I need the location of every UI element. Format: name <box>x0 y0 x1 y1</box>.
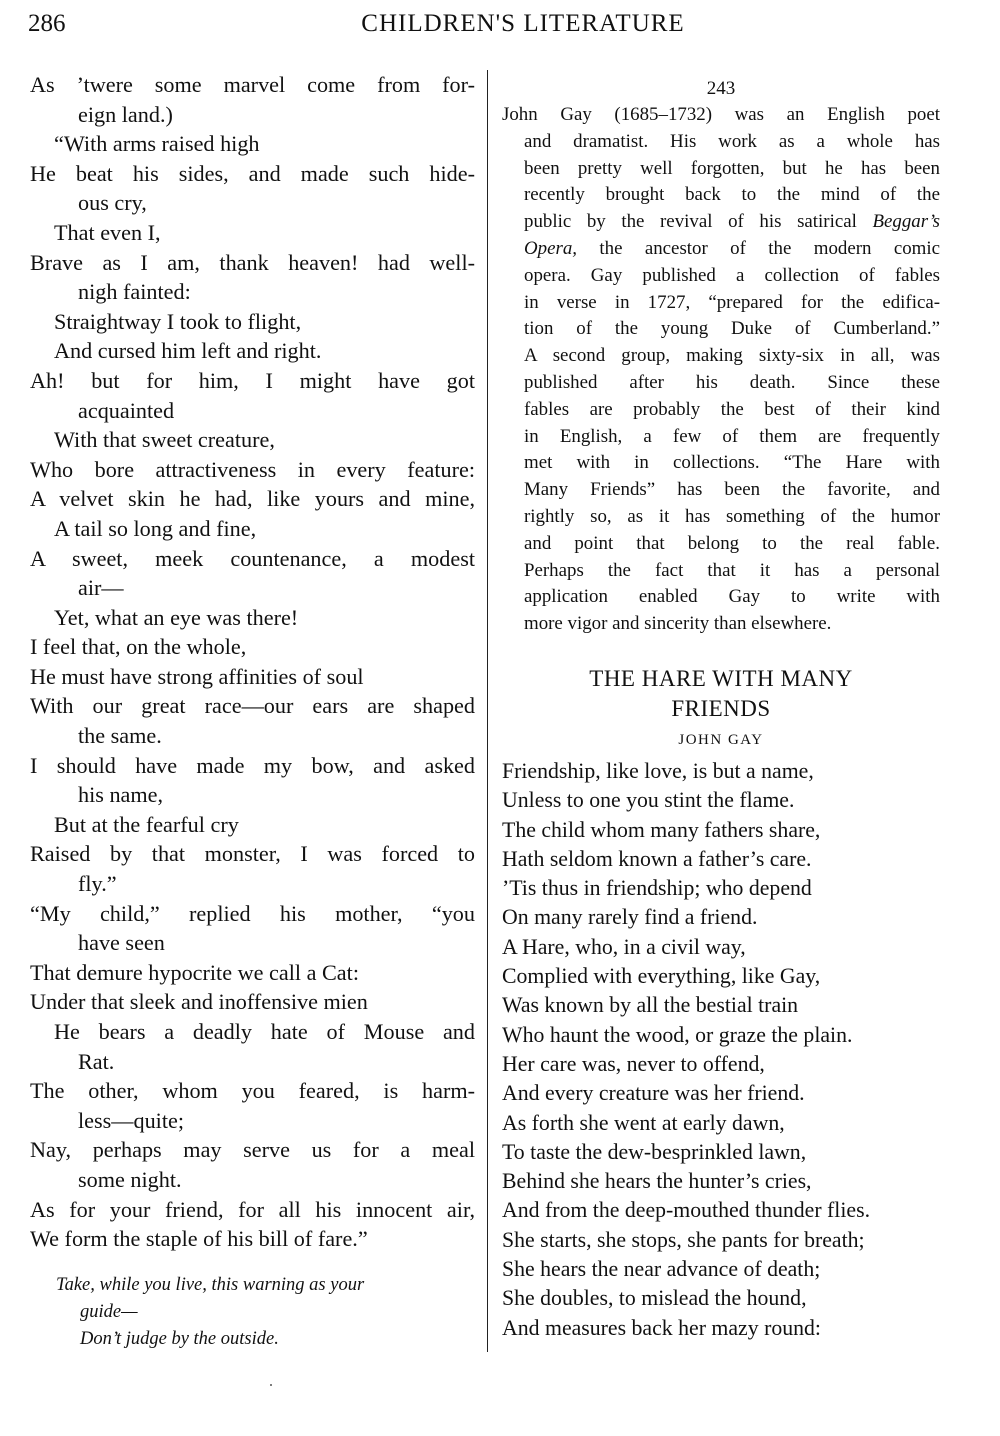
verse-line: Yet, what an eye was there! <box>54 604 299 630</box>
verse-line: “With arms raised high <box>54 131 260 157</box>
verse-line: some night. <box>78 1166 182 1192</box>
poem-line: Who haunt the wood, or graze the plain. <box>502 1022 853 1047</box>
poem-line: Was known by all the bestial train <box>502 993 799 1018</box>
poem-line: She doubles, to mislead the hound, <box>502 1286 807 1311</box>
note-line: in English, a few of them are frequently <box>524 425 940 447</box>
note-line: tion of the young Duke of Cumberland.” <box>524 318 940 340</box>
poem-line: Behind she hears the hunter’s cries, <box>502 1169 812 1194</box>
note-line: recently brought back to the mind of the <box>524 184 940 206</box>
moral <box>30 1272 475 1353</box>
right-column <box>502 76 940 1343</box>
note-line: Many Friends” has been the favorite, and <box>524 479 940 501</box>
note-number: 243 <box>706 78 736 99</box>
note-line: met with in collections. “The Hare with <box>524 452 940 474</box>
verse-line: And cursed him left and right. <box>54 338 322 364</box>
poem-line: As forth she went at early dawn, <box>502 1110 785 1135</box>
verse-line: A sweet, meek countenance, a modest <box>30 545 475 571</box>
note-line: more vigor and sincerity than elsewhere. <box>524 613 832 635</box>
poem-line: To taste the dew-besprinkled lawn, <box>502 1139 807 1164</box>
page-number: 286 <box>28 10 66 37</box>
verse-line: A tail so long and fine, <box>54 515 257 541</box>
poem-line: The child whom many fathers share, <box>502 817 821 842</box>
verse-line: his name, <box>78 782 164 808</box>
verse-line: A velvet skin he had, like yours and mine, <box>30 486 475 512</box>
verse-line: He beat his sides, and made such hide- <box>30 160 475 186</box>
verse-line: less—quite; <box>78 1107 184 1133</box>
verse-line: Who bore attractiveness in every feature: <box>30 456 475 482</box>
note-line: application enabled Gay to write with <box>524 586 940 608</box>
poem-line: Unless to one you stint the flame. <box>502 788 795 813</box>
verse-line: have seen <box>78 930 165 956</box>
note-line: and dramatist. His work as a whole has <box>524 130 940 152</box>
verse-line: ous cry, <box>78 190 147 216</box>
biographical-note <box>502 102 940 638</box>
note-line: in verse in 1727, “prepared for the edifica- <box>524 291 940 313</box>
verse-line: Raised by that monster, I was forced to <box>30 841 475 867</box>
verse-line: With our great race—our ears are shaped <box>30 693 475 719</box>
note-line: opera. Gay published a collection of fables <box>524 264 940 286</box>
verse-line: Brave as I am, thank heaven! had well- <box>30 249 475 275</box>
print-speck <box>270 1384 272 1386</box>
note-line: Perhaps the fact that it has a personal <box>524 559 940 581</box>
verse-line: Nay, perhaps may serve us for a meal <box>30 1137 475 1163</box>
poem-line: Friendship, like love, is but a name, <box>502 758 814 783</box>
note-line: Opera, the ancestor of the modern comic <box>524 237 940 259</box>
running-title: CHILDREN'S LITERATURE <box>361 10 685 37</box>
poem-line: She hears the near advance of death; <box>502 1256 821 1281</box>
poem-title-line: FRIENDS <box>671 695 771 721</box>
verse-line: air— <box>78 575 124 601</box>
verse-line: The other, whom you feared, is harm- <box>30 1078 475 1104</box>
moral-line: Don’t judge by the outside. <box>80 1328 279 1349</box>
verse-line: That demure hypocrite we call a Cat: <box>30 959 359 985</box>
poem-author: JOHN GAY <box>678 731 764 748</box>
verse-line: He bears a deadly hate of Mouse and <box>54 1019 475 1044</box>
moral-line: guide— <box>80 1301 138 1322</box>
poem-continuation <box>30 70 475 1254</box>
verse-line: the same. <box>78 723 162 749</box>
poem-title-line: THE HARE WITH MANY <box>589 665 853 691</box>
verse-line: fly.” <box>78 871 117 897</box>
note-line: published after his death. Since these <box>524 371 940 393</box>
poem-line: ’Tis thus in friendship; who depend <box>502 876 812 901</box>
verse-line: Straightway I took to flight, <box>54 308 302 334</box>
verse-line: Rat. <box>78 1048 115 1074</box>
verse-line: Ah! but for him, I might have got <box>30 367 475 393</box>
poem-line: On many rarely find a friend. <box>502 905 758 930</box>
verse-line: acquainted <box>78 397 175 423</box>
verse-line: He must have strong affinities of soul <box>30 663 364 689</box>
verse-line: “My child,” replied his mother, “you <box>30 900 475 926</box>
page-header <box>28 10 978 50</box>
note-line: rightly so, as it has something of the humor <box>524 505 940 527</box>
left-column-poem <box>30 70 475 1353</box>
verse-line: That even I, <box>54 219 161 245</box>
verse-line: As ’twere some marvel come from for- <box>30 72 475 97</box>
note-line: A second group, making sixty-six in all, was <box>524 345 940 367</box>
note-line: John Gay (1685–1732) was an English poet <box>502 104 940 125</box>
note-line: fables are probably the best of their kind <box>524 398 940 420</box>
verse-line: Under that sleek and inoffensive mien <box>30 989 368 1015</box>
note-line: and point that belong to the real fable. <box>524 532 940 554</box>
column-divider <box>487 70 488 1352</box>
verse-line: As for your friend, for all his innocent air, <box>30 1196 475 1222</box>
poem-line: Complied with everything, like Gay, <box>502 964 821 989</box>
verse-line: I should have made my bow, and asked <box>30 752 475 778</box>
poem-title <box>502 664 940 724</box>
poem-line: And measures back her mazy round: <box>502 1315 821 1340</box>
poem-body <box>502 757 940 1343</box>
verse-line: But at the fearful cry <box>54 811 239 837</box>
poem-line: And every creature was her friend. <box>502 1081 805 1106</box>
moral-line: Take, while you live, this warning as your <box>56 1274 365 1295</box>
poem-line: A Hare, who, in a civil way, <box>502 934 746 959</box>
note-line: been pretty well forgotten, but he has been <box>524 157 940 179</box>
verse-line: eign land.) <box>78 101 173 127</box>
poem-line: She starts, she stops, she pants for breath; <box>502 1227 865 1252</box>
poem-line: And from the deep-mouthed thunder flies. <box>502 1198 871 1223</box>
note-line: public by the revival of his satirical Beggar’s <box>524 211 940 233</box>
poem-line: Her care was, never to offend, <box>502 1051 765 1076</box>
verse-line: With that sweet creature, <box>54 427 275 453</box>
verse-line: We form the staple of his bill of fare.” <box>30 1226 368 1252</box>
verse-line: I feel that, on the whole, <box>30 634 247 660</box>
verse-line: nigh fainted: <box>78 279 191 305</box>
poem-line: Hath seldom known a father’s care. <box>502 846 812 871</box>
